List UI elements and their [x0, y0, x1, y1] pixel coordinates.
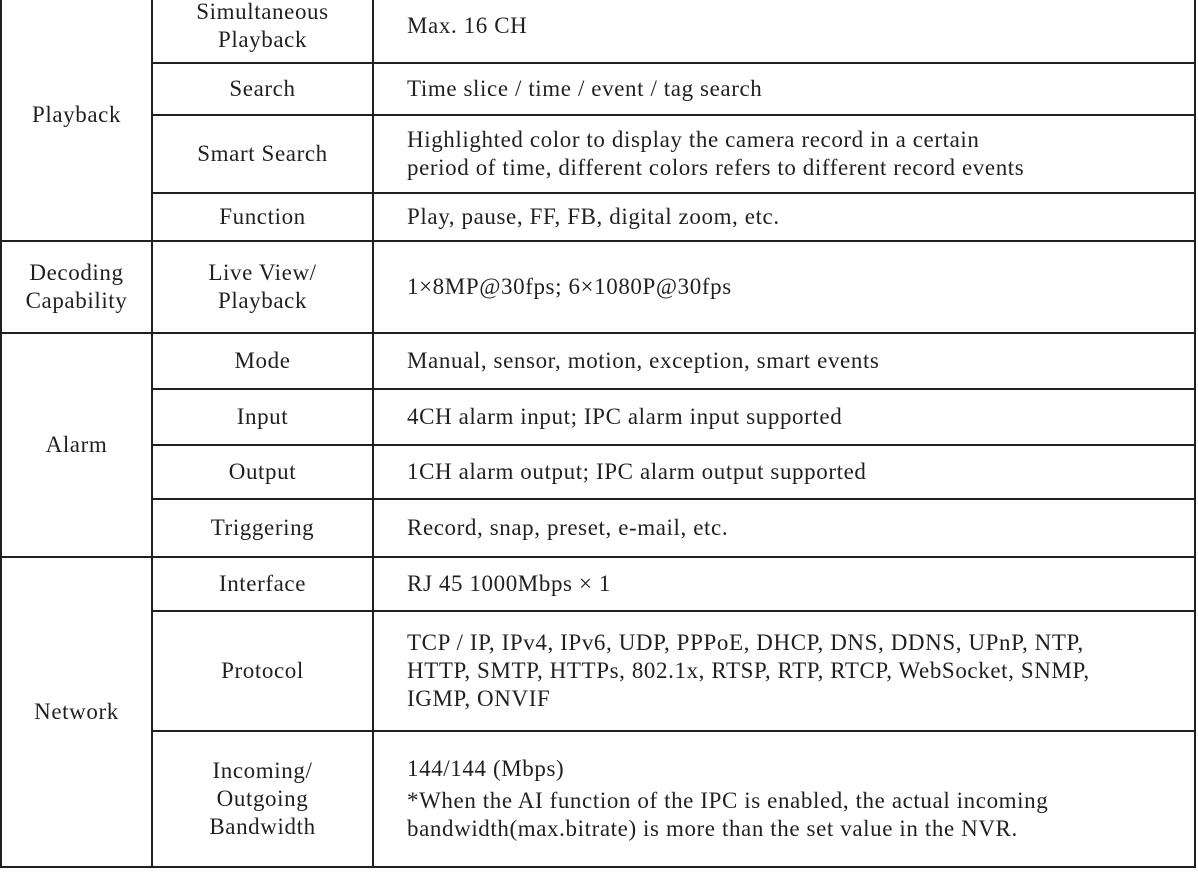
table-row: [1, 499, 1195, 557]
table-row: [1, 557, 1195, 611]
value-mode: Manual, sensor, motion, exception, smart events: [373, 333, 1195, 389]
value-triggering: Record, snap, preset, e-mail, etc.: [373, 499, 1195, 557]
table-row: [1, 115, 1195, 193]
label-input: Input: [152, 389, 373, 445]
table-row: [1, 0, 1195, 63]
label-triggering: Triggering: [152, 499, 373, 557]
table-row: [1, 333, 1195, 389]
value-search: Time slice / time / event / tag search: [373, 63, 1195, 115]
label-live-view-playback: Live View/ Playback: [152, 241, 373, 333]
category-alarm: Alarm: [1, 333, 152, 557]
bandwidth-note: *When the AI function of the IPC is enabled, the actual incoming bandwidth(max.bitrate) is more than the set value in the NVR.: [407, 788, 1049, 841]
label-output: Output: [152, 445, 373, 499]
label-smart-search: Smart Search: [152, 115, 373, 193]
table-row: [1, 731, 1195, 867]
label-search: Search: [152, 63, 373, 115]
value-input: 4CH alarm input; IPC alarm input supported: [373, 389, 1195, 445]
value-interface: RJ 45 1000Mbps × 1: [373, 557, 1195, 611]
label-protocol: Protocol: [152, 611, 373, 731]
value-protocol: TCP / IP, IPv4, IPv6, UDP, PPPoE, DHCP, DNS, DDNS, UPnP, NTP, HTTP, SMTP, HTTPs, 802.1x, RTSP, RTP, RTCP, WebSocket, SNMP, IGMP, ONVIF: [373, 611, 1195, 731]
table-row: [1, 445, 1195, 499]
value-output: 1CH alarm output; IPC alarm output supported: [373, 445, 1195, 499]
label-bandwidth: Incoming/ Outgoing Bandwidth: [152, 731, 373, 867]
category-playback: Playback: [1, 0, 152, 241]
value-simultaneous-playback: Max. 16 CH: [373, 0, 1195, 63]
label-mode: Mode: [152, 333, 373, 389]
table-row: [1, 241, 1195, 333]
label-function: Function: [152, 193, 373, 241]
table-row: [1, 193, 1195, 241]
category-network: Network: [1, 557, 152, 867]
label-simultaneous-playback: Simultaneous Playback: [152, 0, 373, 63]
value-live-view-playback: 1×8MP@30fps; 6×1080P@30fps: [373, 241, 1195, 333]
category-decoding-capability: Decoding Capability: [1, 241, 152, 333]
table-row: [1, 611, 1195, 731]
value-function: Play, pause, FF, FB, digital zoom, etc.: [373, 193, 1195, 241]
table-row: [1, 389, 1195, 445]
value-bandwidth-cell: [373, 731, 1195, 867]
label-interface: Interface: [152, 557, 373, 611]
value-smart-search: Highlighted color to display the camera record in a certain period of time, different colors refers to different record events: [373, 115, 1195, 193]
value-bandwidth: 144/144 (Mbps): [407, 756, 565, 781]
table-row: [1, 63, 1195, 115]
